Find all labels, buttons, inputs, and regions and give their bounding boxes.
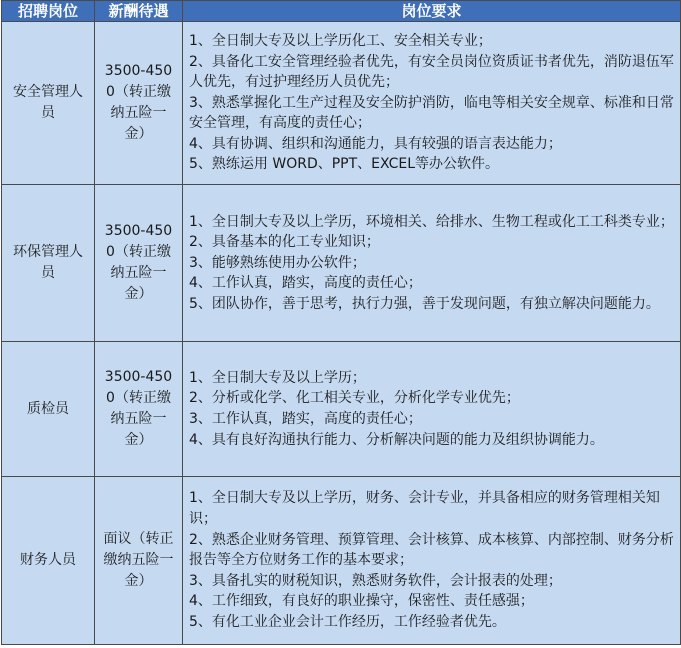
requirement-item: 4、具有良好沟通执行能力、分析解决问题的能力及组织协调能力。 [189, 431, 604, 448]
position-cell [2, 185, 95, 342]
requirements-cell [183, 342, 681, 477]
header-salary: 新酬待遇 [95, 1, 183, 22]
table-row [2, 342, 681, 477]
salary-text: 3500-4500（转正缴纳五险一金） [104, 223, 173, 302]
requirement-item: 5、熟练运用 WORD、PPT、EXCEL等办公软件。 [189, 156, 500, 173]
salary-cell [95, 477, 183, 645]
recruitment-table [1, 0, 681, 645]
table-row [2, 22, 681, 185]
position-name: 安全管理人员 [13, 84, 83, 121]
salary-cell [95, 342, 183, 477]
position-cell [2, 342, 95, 477]
position-name: 财务人员 [20, 552, 76, 568]
requirement-item: 3、具备扎实的财税知识，熟悉财务软件，会计报表的处理； [189, 572, 562, 589]
position-name: 环保管理人员 [13, 244, 83, 281]
header-requirements: 岗位要求 [183, 1, 681, 22]
requirement-item: 2、熟悉企业财务管理、预算管理、会计核算、成本核算、内部控制、财务分析报告等全方位财务工作的基本要求； [189, 531, 674, 569]
requirement-item: 5、有化工业企业会计工作经历，工作经验者优先。 [189, 613, 506, 630]
requirement-item: 1、全日制大专及以上学历化工、安全相关专业； [189, 32, 492, 49]
requirements-cell [183, 22, 681, 185]
requirement-item: 2、具备基本的化工专业知识； [189, 234, 380, 251]
requirement-item: 1、全日制大专及以上学历，财务、会计专业，并具备相应的财务管理相关知识； [189, 490, 660, 528]
requirement-item: 4、工作认真，踏实，高度的责任心； [189, 275, 422, 292]
requirement-item: 2、分析或化学、化工相关专业，分析化学专业优先； [189, 390, 520, 407]
requirement-item: 3、熟悉掌握化工生产过程及安全防护消防，临电等相关安全规章、标准和日常安全管理，有高度的责任心； [189, 94, 674, 132]
header-position: 招聘岗位 [2, 1, 95, 22]
table-row [2, 477, 681, 645]
header-row [2, 1, 681, 22]
requirement-item: 1、全日制大专及以上学历，环境相关、给排水、生物工程或化工工科类专业； [189, 213, 674, 230]
position-cell [2, 22, 95, 185]
requirements-cell [183, 477, 681, 645]
requirements-cell [183, 185, 681, 342]
requirement-item: 1、全日制大专及以上学历； [189, 369, 366, 386]
position-cell [2, 477, 95, 645]
requirement-item: 2、具备化工安全管理经验者优先，有安全员岗位资质证书者优先，消防退伍军人优先，有过护理经历人员优先； [189, 53, 674, 91]
requirement-item: 5、团队协作，善于思考，执行力强，善于发现问题，有独立解决问题能力。 [189, 295, 660, 312]
salary-cell [95, 185, 183, 342]
salary-text: 3500-4500（转正缴纳五险一金） [104, 63, 173, 142]
requirement-item: 3、工作认真，踏实，高度的责任心； [189, 411, 422, 427]
salary-text: 面议（转正缴纳五险一金） [103, 531, 174, 589]
salary-cell [95, 22, 183, 185]
table-row [2, 185, 681, 342]
requirement-item: 3、能够熟练使用办公软件； [189, 254, 366, 271]
salary-text: 3500-4500（转正缴纳五险一金） [104, 369, 173, 448]
requirement-item: 4、工作细致，有良好的职业操守，保密性、责任感强； [189, 593, 534, 610]
requirement-item: 4、具有协调、组织和沟通能力，具有较强的语言表达能力； [189, 135, 562, 152]
position-name: 质检员 [27, 400, 69, 417]
